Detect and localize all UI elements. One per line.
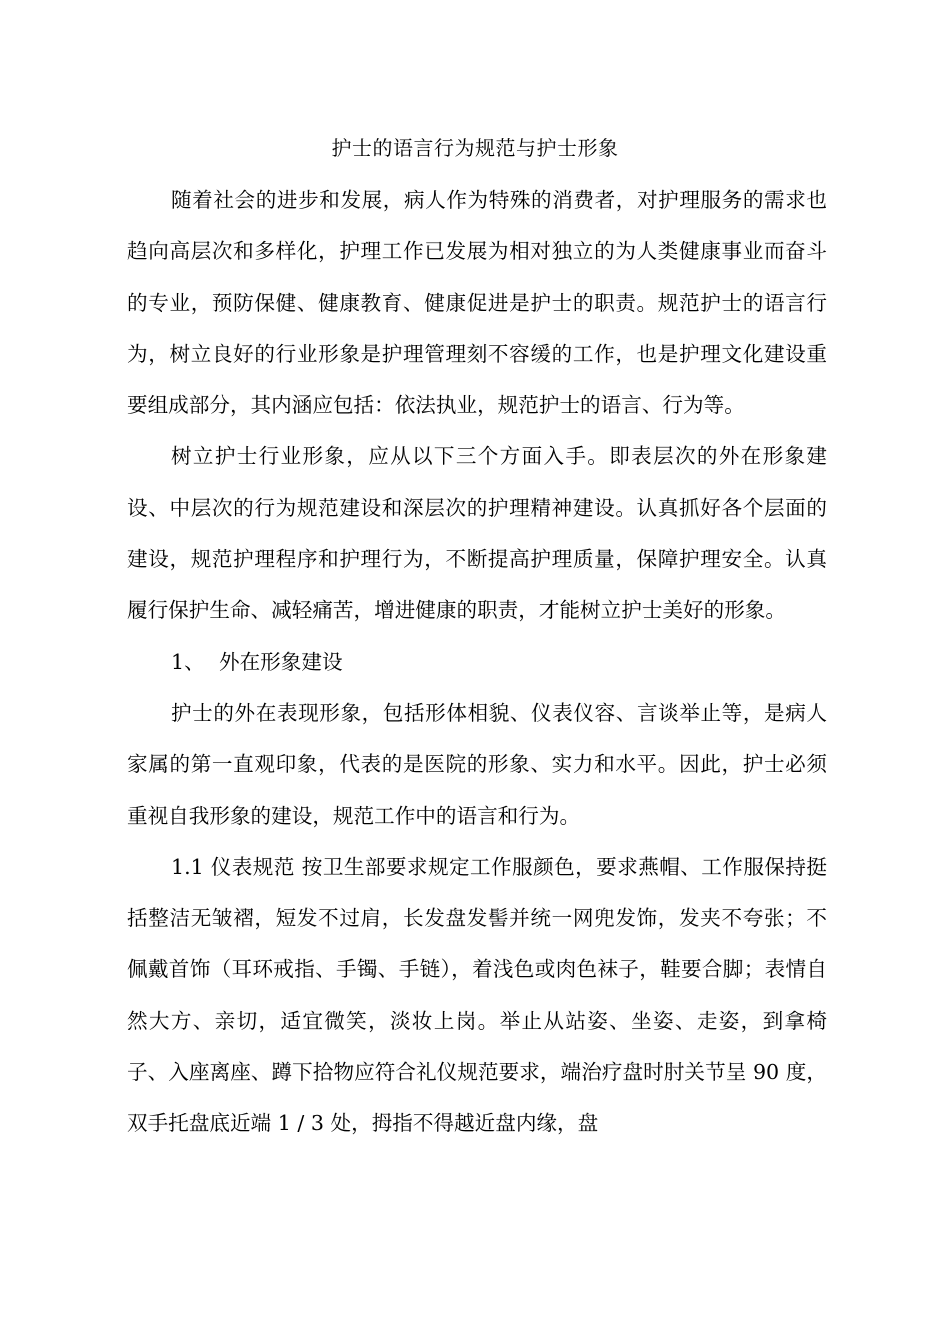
section-heading <box>127 637 827 688</box>
image-building-paragraph: 树立护士行业形象，应从以下三个方面入手。即表层次的外在形象建设、中层次的行为规范建设和深层次的护理精神建设。认真抓好各个层面的建设，规范护理程序和护理行为，不断提高护理质量，保障护理安全。认真履行保护生命、减轻痛苦，增进健康的职责，才能树立护士美好的形象。 <box>127 444 827 623</box>
appearance-norms-paragraph: 1.1 仪表规范 按卫生部要求规定工作服颜色，要求燕帽、工作服保持挺括整洁无皱褶，短发不过肩，长发盘发髻并统一网兜发饰，发夹不夸张；不佩戴首饰（耳环戒指、手镯、手链），着浅色或肉色袜子，鞋要合脚；表情自然大方、亲切，适宜微笑，淡妆上岗。举止从站姿、坐姿、走姿，到拿椅子、入座离座、蹲下拾物应符合礼仪规范要求，端治疗盘时肘关节呈 90 度，双手托盘底近端 1 / 3 处，拇指不得越近盘内缘，盘 <box>127 854 827 1136</box>
section-number: 1、 <box>171 649 205 674</box>
document-title: 护士的语言行为规范与护士形象 <box>331 136 619 160</box>
intro-paragraph: 随着社会的进步和发展，病人作为特殊的消费者，对护理服务的需求也趋向高层次和多样化，护理工作已发展为相对独立的为人类健康事业而奋斗的专业，预防保健、健康教育、健康促进是护士的职责。规范护士的语言行为，树立良好的行业形象是护理管理刻不容缓的工作，也是护理文化建设重要组成部分，其内涵应包括：依法执业，规范护士的语言、行为等。 <box>127 188 827 418</box>
external-image-paragraph: 护士的外在表现形象，包括形体相貌、仪表仪容、言谈举止等，是病人家属的第一直观印象，代表的是医院的形象、实力和水平。因此，护士必须重视自我形象的建设，规范工作中的语言和行为。 <box>127 700 827 828</box>
section-title: 外在形象建设 <box>219 649 343 674</box>
document-body <box>127 175 827 1150</box>
